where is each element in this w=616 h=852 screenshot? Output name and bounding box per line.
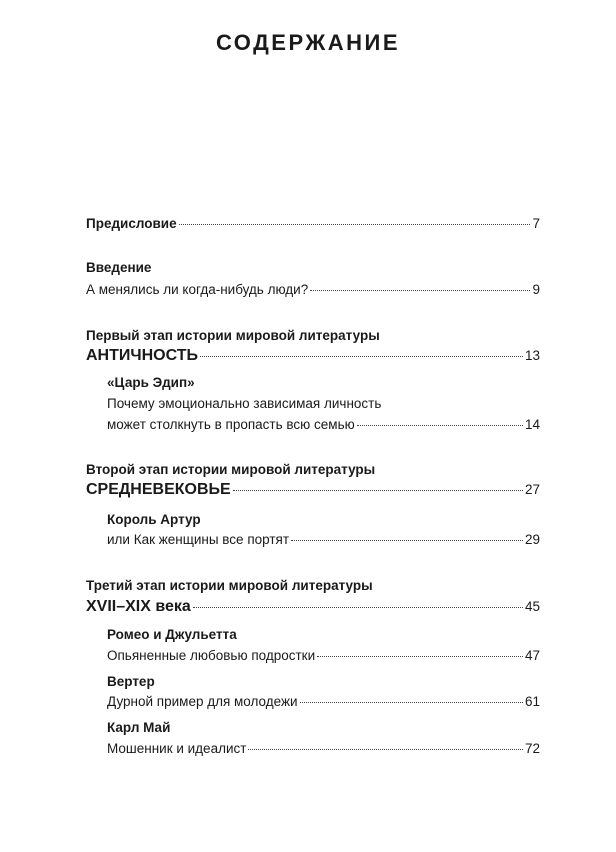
dot-leader (179, 224, 530, 225)
era-label: XVII–XIX века (86, 598, 191, 615)
dot-leader (200, 356, 523, 357)
entry-label: Опьяненные любовью подростки (107, 648, 316, 663)
entry-label: или Как женщины все портят (107, 532, 290, 547)
work-subtitle-line: Почему эмоционально зависимая личность (107, 396, 382, 411)
toc-entry-werther[interactable] (107, 694, 540, 709)
stage-heading-3: Третий этап истории мировой литературы (86, 578, 373, 593)
dot-leader (291, 540, 523, 541)
dot-leader (317, 656, 523, 657)
dot-leader (357, 425, 523, 426)
page-number: 72 (524, 741, 540, 756)
toc-entry-karl-may[interactable] (107, 741, 540, 756)
page-number: 27 (524, 482, 540, 497)
era-label: АНТИЧНОСТЬ (86, 347, 199, 364)
entry-label: А менялись ли когда-нибудь люди? (86, 282, 309, 297)
page-number: 29 (524, 532, 540, 547)
page-number: 7 (532, 216, 540, 231)
entry-label: Дурной пример для молодежи (107, 694, 298, 709)
era-label: СРЕДНЕВЕКОВЬЕ (86, 481, 231, 498)
page-number: 61 (524, 694, 540, 709)
toc-entry-romeo[interactable] (107, 648, 540, 663)
work-title-werther: Вертер (107, 674, 155, 689)
work-title-romeo: Ромео и Джульетта (107, 627, 237, 642)
toc-entry-era-middle-ages[interactable] (86, 481, 540, 499)
page-number: 13 (524, 348, 540, 363)
stage-heading-1: Первый этап истории мировой литературы (86, 328, 380, 343)
work-title-karl-may: Карл Май (107, 720, 171, 735)
dot-leader (310, 290, 530, 291)
stage-heading-2: Второй этап истории мировой литературы (86, 462, 376, 477)
dot-leader (248, 749, 523, 750)
toc-entry-preface[interactable] (86, 216, 540, 231)
entry-label: может столкнуть в пропасть всю семью (107, 417, 355, 432)
page-number: 9 (532, 282, 540, 297)
page-number: 47 (524, 648, 540, 663)
page-number: 45 (524, 599, 540, 614)
toc-entry-intro[interactable] (86, 282, 540, 297)
work-title-arthur: Король Артур (107, 512, 201, 527)
section-heading-intro: Введение (86, 260, 152, 275)
dot-leader (233, 490, 523, 491)
toc-entry-era-antiquity[interactable] (86, 347, 540, 365)
toc-entry-arthur[interactable] (107, 532, 540, 547)
entry-label: Предисловие (86, 216, 177, 231)
dot-leader (193, 607, 523, 608)
page-title: СОДЕРЖАНИЕ (215, 30, 401, 55)
toc-entry-era-17-19[interactable] (86, 598, 540, 616)
dot-leader (300, 702, 523, 703)
entry-label: Мошенник и идеалист (107, 741, 247, 756)
work-title-oedipus: «Царь Эдип» (107, 375, 195, 390)
toc-entry-oedipus[interactable] (107, 417, 540, 432)
page-number: 14 (524, 417, 540, 432)
